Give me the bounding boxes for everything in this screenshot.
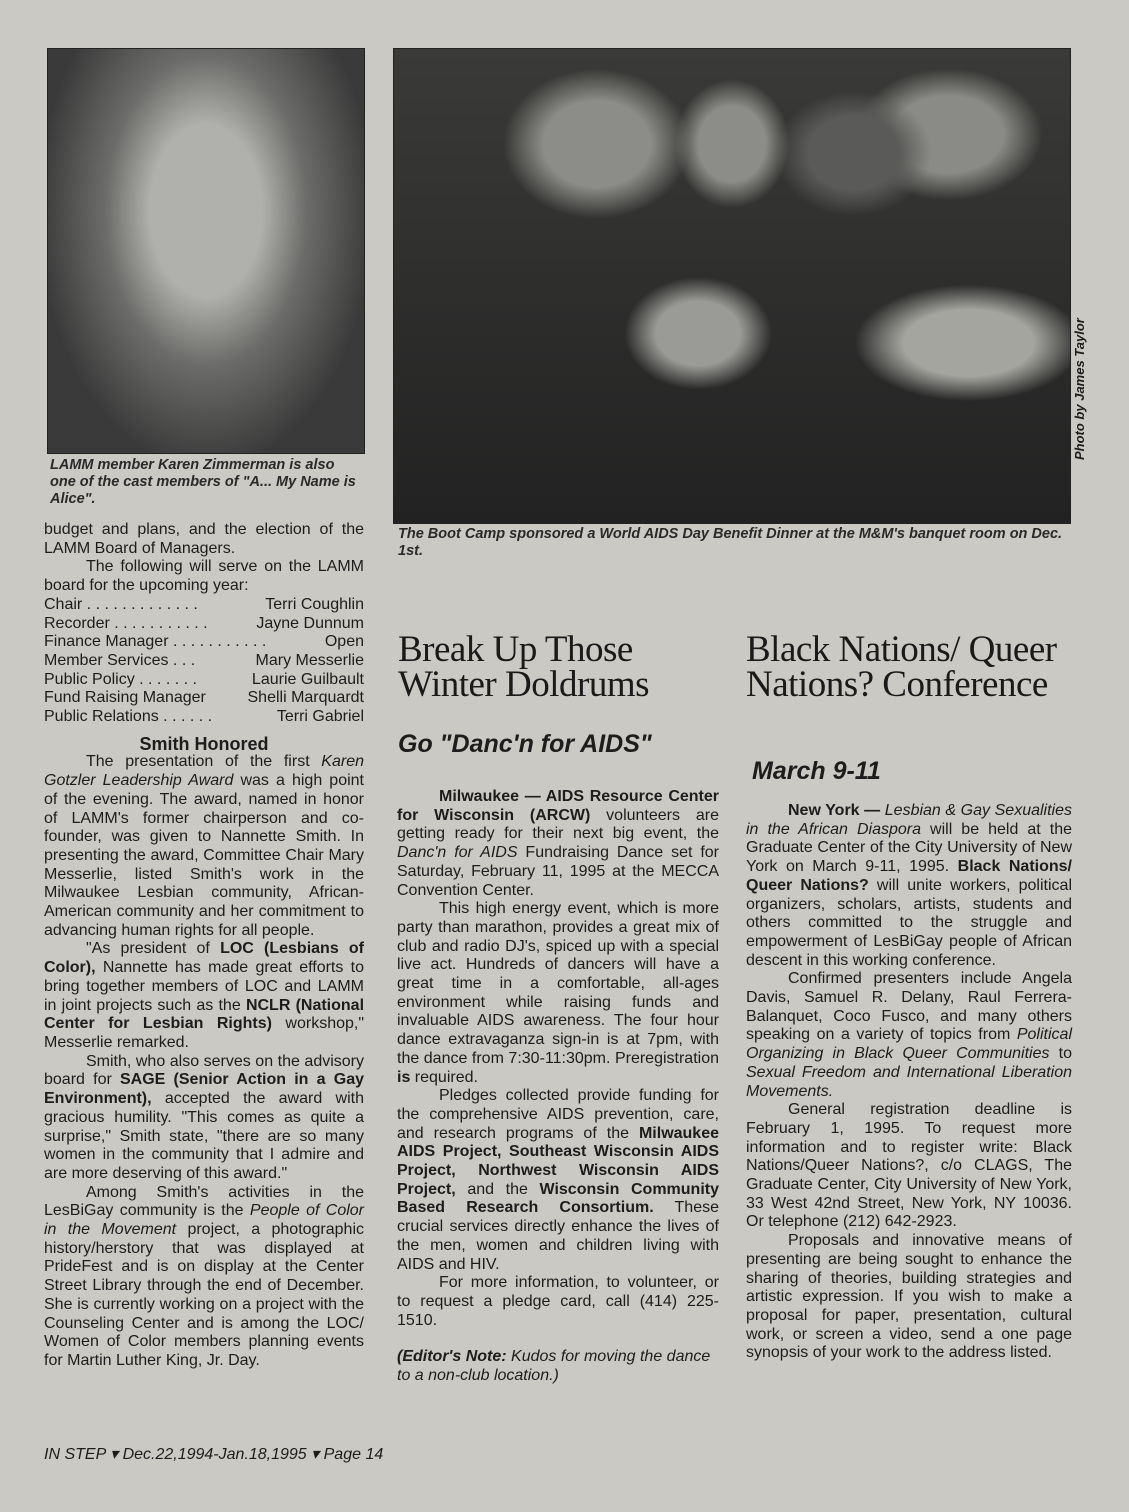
roster-role: Chair . . . . . . . . . . . . . — [44, 595, 198, 613]
text-run: will unite workers, political organizers, scholars, artists, students and others committed to the struggle and empowerment of LesBiGay people of African descent in this working conference. — [746, 876, 1072, 969]
column-lamm — [44, 521, 364, 1371]
text-run: Lesbian & Gay Sexualities in the African Diaspora — [746, 802, 1072, 838]
paragraph — [44, 1184, 364, 1371]
photo-credit: Photo by James Taylor — [1072, 318, 1087, 460]
text-run: volunteers are getting ready for their next big event, the — [397, 806, 719, 843]
deck-dancn-for-aids: Go "Danc'n for AIDS" — [398, 730, 652, 758]
paragraph — [397, 788, 719, 900]
paragraph — [44, 1053, 364, 1184]
article-body — [746, 802, 1072, 1363]
text-run: Confirmed presenters include Angela Davis, Samuel R. Delany, Raul Ferrera- Balanquet, Coco Fusco, and many others speaking on a variety of topics from — [746, 970, 1072, 1044]
text-run: This high energy event, which is more party than marathon, provides a great mix of club and radio DJ's, spiced up with a special live act. Hundreds of dancers will have a great time in a comfortable, all-ages environment while raising funds and invaluable AIDS awareness. The four hour dance extravaganza sign-in is at 7pm, with the dance from 7:30-11:30pm. Preregistration — [397, 900, 719, 1067]
roster-name: Jayne Dunnum — [256, 614, 364, 632]
roster-role: Finance Manager . . . . . . . . . . . — [44, 633, 267, 651]
article-body — [44, 753, 364, 1370]
text-run: Milwaukee AIDS Project, Southeast Wisconsin AIDS Project, Northwest Wisconsin AIDS Project, — [397, 1124, 719, 1198]
roster-row — [44, 652, 364, 671]
photo-caption-left: LAMM member Karen Zimmerman is also one of the cast members of "A... My Name is Alice". — [50, 457, 356, 507]
paragraph — [746, 970, 1072, 1101]
paragraph — [746, 802, 1072, 970]
text-run: Karen Gotzler Leadership Award — [44, 753, 364, 790]
text-run: will be held at the Graduate Center of the City University of New York on March 9-11, 1995. — [746, 820, 1073, 876]
roster-row — [44, 708, 364, 727]
text-run: Sexual Freedom and International Liberation Movements. — [746, 1063, 1072, 1100]
text-run: Proposals and innovative means of presenting are being sought to enhance the sharing of theories, building strategies and artistic expression. If you wish to make a proposal for paper, presentation, cultural work, or screen a video, send a one page synopsis of your work to the address listed. — [746, 1232, 1072, 1362]
text-run: Wisconsin Community Based Research Consortium. — [397, 1180, 719, 1217]
subhead-smith-honored: Smith Honored — [139, 733, 269, 754]
text-run: For more information, to volunteer, or to request a pledge card, call (414) 225-1510. — [397, 1274, 719, 1329]
roster-row — [44, 633, 364, 652]
deck-march-9-11: March 9-11 — [752, 757, 881, 785]
text-run: Black Nations/ Queer Nations? — [746, 858, 1072, 894]
roster-row — [44, 596, 364, 615]
paragraph — [397, 900, 719, 1087]
text-run: The following will serve on the LAMM board for the upcoming year: — [44, 558, 364, 595]
page-footer: IN STEP ▾ Dec.22,1994-Jan.18,1995 ▾ Page 14 — [44, 1446, 384, 1463]
roster-role: Fund Raising Manager — [44, 689, 206, 707]
roster-row — [44, 689, 364, 708]
text-run: Smith, who also serves on the advisory board for — [44, 1052, 364, 1089]
text-run: Nannette has made great efforts to bring together members of LOC and LAMM in joint projects such as the — [44, 959, 364, 1014]
roster-name: Shelli Marquardt — [247, 689, 364, 707]
headline-winter-doldrums: Break Up Those Winter Doldrums — [398, 629, 649, 705]
roster-name: Terri Coughlin — [265, 595, 364, 613]
text-run: (Editor's Note: — [397, 1348, 507, 1366]
paragraph — [397, 1274, 719, 1330]
text-run: "As president of — [86, 940, 221, 958]
text-run: Political Organizing in Black Queer Communities — [746, 1026, 1072, 1063]
board-roster — [44, 596, 364, 727]
headline-black-nations: Black Nations/ Queer Nations? Conference — [746, 629, 1057, 705]
paragraph — [44, 753, 364, 940]
roster-role: Member Services . . . — [44, 651, 196, 669]
article-body — [397, 788, 719, 1330]
paragraph — [746, 1101, 1072, 1232]
text-run: and the — [455, 1180, 540, 1198]
roster-name: Terri Gabriel — [276, 708, 364, 726]
roster-name: Laurie Guilbault — [251, 670, 364, 688]
text-run: People of Color in the Movement — [44, 1202, 364, 1239]
text-run: to — [1049, 1045, 1073, 1063]
paragraph — [44, 521, 364, 558]
column-black-nations — [746, 802, 1072, 1363]
intro-text — [44, 521, 364, 596]
text-run: These crucial services directly enhance the lives of the men, women and children living with AIDS and HIV. — [397, 1199, 719, 1273]
text-run: NCLR (National Center for Lesbian Rights) — [44, 996, 365, 1033]
roster-role: Public Policy . . . . . . . — [44, 670, 197, 688]
text-run: project, a photographic history/herstory that was displayed at PrideFest and is on display at the Center Street Library through the end of December. She is currently working on a project with the Counseling Center and is among the LOC/ Women of Color members planning events for Martin Luther King, Jr. Day. — [44, 1221, 365, 1369]
text-run: workshop," Messerlie remarked. — [44, 1015, 365, 1051]
text-run: Danc'n for AIDS — [397, 844, 518, 862]
roster-row — [44, 615, 364, 634]
text-run: accepted the award with gracious humility. "This comes as quite a surprise," Smith state, "there are so many women in the community that I admire and are more deserving of this award." — [44, 1090, 364, 1182]
paragraph — [746, 1232, 1072, 1363]
text-run: required. — [410, 1068, 478, 1086]
text-run: is — [397, 1068, 411, 1086]
column-dancn-for-aids — [397, 788, 719, 1386]
roster-name: Open — [324, 633, 364, 651]
paragraph — [397, 1087, 719, 1274]
text-run: General registration deadline is February 1, 1995. To request more information and to register write: Black Nations/Queer Nations?, c/o CLAGS, The Graduate Center, City University of New York, 33 West 42nd Street, New York, NY 10036. Or telephone (212) 642-2923. — [746, 1101, 1072, 1231]
paragraph — [44, 558, 364, 595]
roster-name: Mary Messerlie — [255, 651, 364, 669]
roster-role: Recorder . . . . . . . . . . . — [44, 614, 208, 632]
text-run: Milwaukee — AIDS Resource Center for Wisconsin (ARCW) — [397, 788, 719, 824]
text-run: The presentation of the first — [86, 753, 322, 771]
text-run: Among Smith's activities in the LesBiGay community is the — [44, 1183, 364, 1220]
roster-row — [44, 671, 364, 690]
photo-karen-zimmerman — [47, 48, 365, 454]
text-run: Pledges collected provide funding for the comprehensive AIDS prevention, care, and research programs of the — [397, 1087, 719, 1142]
editors-note — [397, 1348, 719, 1385]
text-run: Fundraising Dance set for Saturday, February 11, 1995 at the MECCA Convention Center. — [397, 844, 719, 899]
text-run: SAGE (Senior Action in a Gay Environment), — [44, 1071, 364, 1108]
photo-boot-camp-dinner — [393, 48, 1071, 524]
text-run: LOC (Lesbians of Color), — [44, 940, 365, 977]
photo-caption-right: The Boot Camp sponsored a World AIDS Day Benefit Dinner at the M&M's banquet room on Dec. 1st. — [398, 526, 1063, 559]
paragraph — [44, 940, 364, 1052]
text-run: budget and plans, and the election of the LAMM Board of Managers. — [44, 521, 364, 557]
text-run: was a high point of the evening. The award, named in honor of LAMM's former chairperson and co-founder, was given to Nannette Smith. In presenting the award, Committee Chair Mary Messerlie, listed Smith's work in the Milwaukee Lesbian community, African-American community and her commitment to advancing human rights for all people. — [44, 772, 364, 939]
roster-role: Public Relations . . . . . . — [44, 708, 213, 726]
text-run: Kudos for moving the dance to a non-club location.) — [397, 1348, 711, 1385]
text-run: New York — — [788, 802, 881, 819]
